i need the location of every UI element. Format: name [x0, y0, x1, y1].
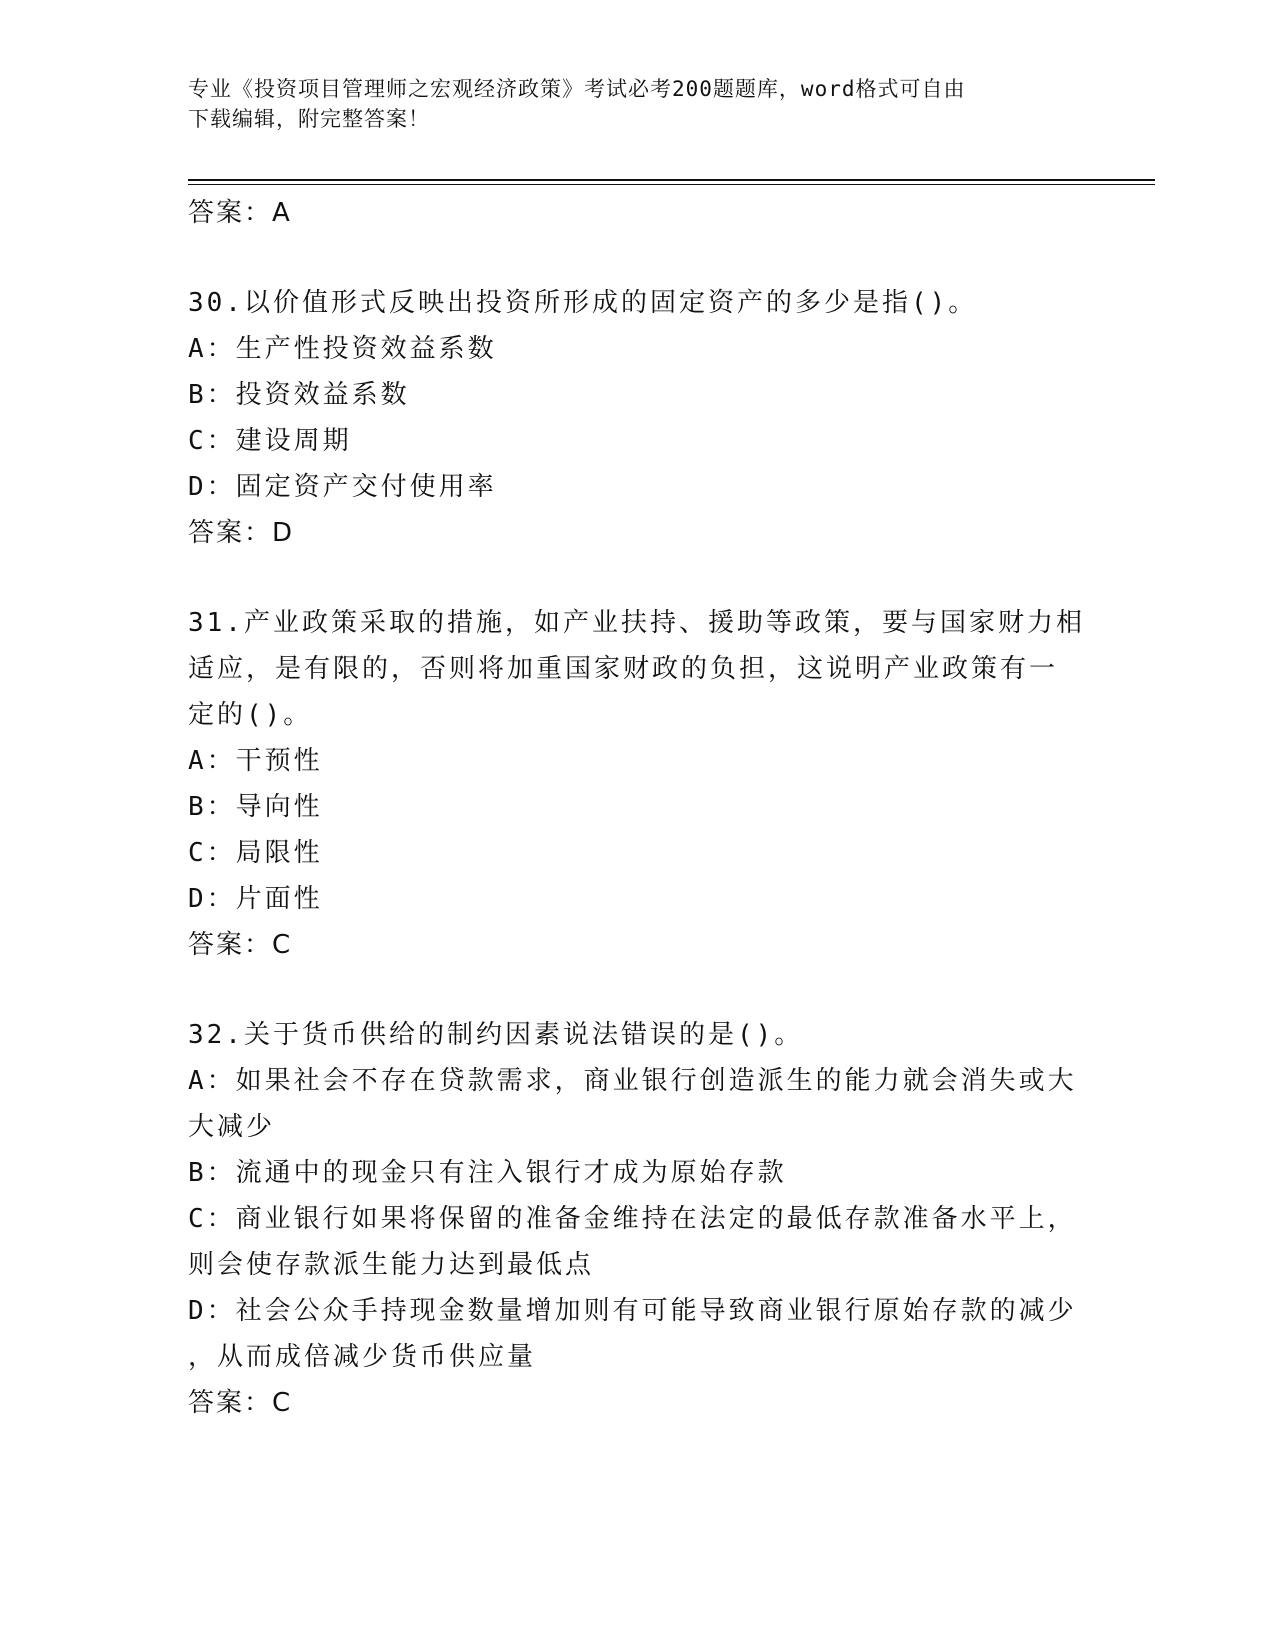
document-content	[188, 190, 1088, 1426]
option-d-line-1: D：社会公众手持现金数量增加则有可能导致商业银行原始存款的减少	[188, 1296, 1077, 1326]
option-c: C：局限性	[188, 838, 323, 868]
question-stem-line-2: 适应，是有限的，否则将加重国家财政的负担，这说明产业政策有一	[188, 654, 1059, 684]
option-c: C：建设周期	[188, 426, 352, 456]
question-30	[188, 280, 1088, 556]
question-stem: 30.以价值形式反映出投资所形成的固定资产的多少是指()。	[188, 288, 978, 318]
question-answer: 答案：C	[188, 1388, 293, 1418]
question-stem: 32.关于货币供给的制约因素说法错误的是()。	[188, 1020, 804, 1050]
question-answer: 答案：C	[188, 930, 293, 960]
question-answer: 答案：D	[188, 518, 295, 548]
previous-answer: 答案：A	[188, 198, 292, 228]
header-line-1: 专业《投资项目管理师之宏观经济政策》考试必考200题题库，word格式可自由	[188, 77, 966, 101]
question-31	[188, 600, 1088, 968]
header-line-2: 下载编辑，附完整答案！	[188, 107, 430, 131]
option-a-line-2: 大减少	[188, 1112, 276, 1142]
option-b: B：流通中的现金只有注入银行才成为原始存款	[188, 1158, 787, 1188]
option-d: D：固定资产交付使用率	[188, 472, 497, 502]
option-a-line-1: A：如果社会不存在贷款需求，商业银行创造派生的能力就会消失或大	[188, 1066, 1077, 1096]
header-rule-thin	[188, 184, 1155, 185]
header-rule-thick	[188, 179, 1155, 181]
option-b: B：导向性	[188, 792, 323, 822]
option-a: A：生产性投资效益系数	[188, 334, 497, 364]
option-a: A：干预性	[188, 746, 323, 776]
option-b: B：投资效益系数	[188, 380, 410, 410]
option-d-line-2: ，从而成倍减少货币供应量	[188, 1342, 537, 1372]
question-stem-line-3: 定的()。	[188, 700, 313, 730]
question-stem-line-1: 31.产业政策采取的措施，如产业扶持、援助等政策，要与国家财力相	[188, 608, 1085, 638]
document-header	[188, 74, 1068, 134]
option-c-line-2: 则会使存款派生能力达到最低点	[188, 1250, 595, 1280]
option-c-line-1: C：商业银行如果将保留的准备金维持在法定的最低存款准备水平上，	[188, 1204, 1077, 1234]
question-32	[188, 1012, 1088, 1426]
option-d: D：片面性	[188, 884, 323, 914]
